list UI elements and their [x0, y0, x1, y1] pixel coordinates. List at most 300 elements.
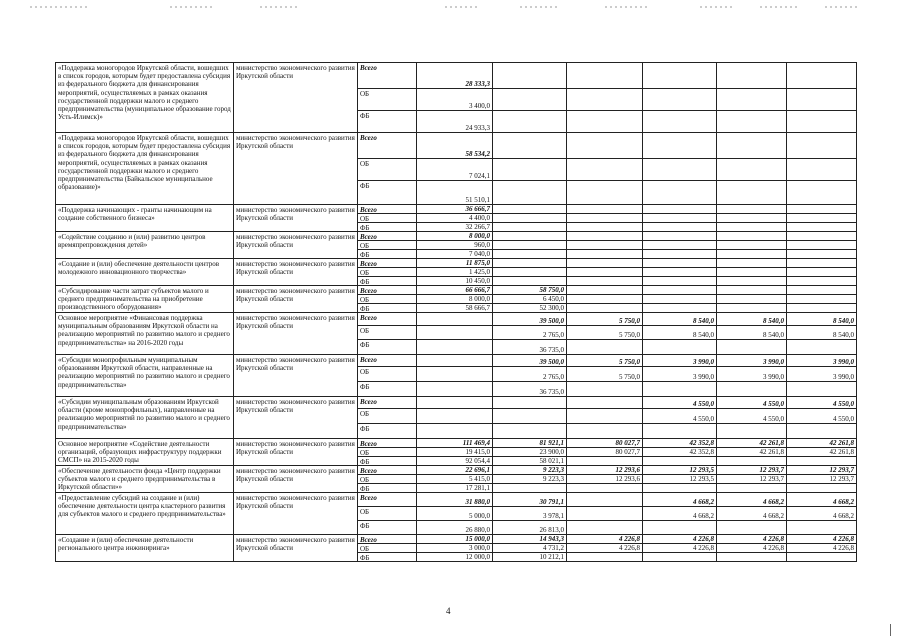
funding-amount-cell: 8 000,0 — [416, 294, 492, 303]
funding-amount-cell — [786, 88, 856, 110]
funding-amount-cell — [492, 231, 566, 240]
responsible-ministry: министерство экономического развития Иркутской области — [233, 492, 357, 534]
funding-amount-cell: 58 021,1 — [492, 456, 566, 465]
responsible-ministry: министерство экономического развития Иркутской области — [233, 438, 357, 465]
funding-amount-cell: 12 293,7 — [716, 465, 786, 474]
funding-amount-cell: 8 540,0 — [642, 325, 716, 339]
funding-amount-cell: 42 261,8 — [716, 447, 786, 456]
funding-amount-cell: 36 666,7 — [416, 204, 492, 213]
funding-source-label: ФБ — [357, 276, 416, 285]
program-item-name: «Поддержка моногородов Иркутской области, вошедших в список городов, которым будет предоставлена субсидия из федерального бюджета для финансирования мероприятий, осуществляемых в рамках оказания государственной поддержки малого и среднего предпринимательства (Байкальское муниципальное образование)» — [55, 132, 233, 204]
funding-amount-cell — [566, 492, 642, 506]
responsible-ministry: министерство экономического развития Иркутской области — [233, 285, 357, 312]
funding-source-label: ФБ — [357, 303, 416, 312]
funding-amount-cell: 4 550,0 — [642, 408, 716, 423]
funding-amount-cell: 4 550,0 — [642, 396, 716, 408]
scan-corner-mark — [890, 624, 891, 636]
funding-amount-cell — [716, 483, 786, 492]
program-item-name: Основное мероприятие «Содействие деятельности организаций, образующих инфраструктуру поддержки СМСП» на 2015-2020 годы — [55, 438, 233, 465]
funding-amount-cell: 3 990,0 — [642, 366, 716, 381]
funding-source-label: ОБ — [357, 158, 416, 180]
funding-amount-cell — [492, 258, 566, 267]
funding-source-label: ОБ — [357, 474, 416, 483]
program-item-name: «Субсидии муниципальным образованиям Иркутской области (кроме монопрофильных), направленные на реализацию мероприятий по развитию малого и среднего предпринимательства» — [55, 396, 233, 438]
funding-amount-cell — [786, 276, 856, 285]
funding-amount-cell — [566, 267, 642, 276]
funding-amount-cell — [786, 213, 856, 222]
funding-amount-cell: 28 333,3 — [416, 62, 492, 88]
funding-amount-cell: 4 668,2 — [716, 506, 786, 520]
funding-amount-cell: 4 226,8 — [642, 534, 716, 543]
funding-source-label: Всего — [357, 534, 416, 543]
responsible-ministry: министерство экономического развития Иркутской области — [233, 312, 357, 354]
responsible-ministry: министерство экономического развития Иркутской области — [233, 204, 357, 231]
funding-amount-cell: 5 750,0 — [566, 312, 642, 325]
funding-amount-cell — [492, 62, 566, 88]
funding-amount-cell: 8 540,0 — [786, 325, 856, 339]
funding-amount-cell — [716, 88, 786, 110]
responsible-ministry: министерство экономического развития Иркутской области — [233, 258, 357, 285]
funding-amount-cell: 4 226,8 — [566, 543, 642, 552]
funding-amount-cell — [492, 483, 566, 492]
funding-amount-cell: 22 696,1 — [416, 465, 492, 474]
funding-amount-cell — [642, 231, 716, 240]
funding-amount-cell — [786, 520, 856, 534]
funding-amount-cell — [416, 381, 492, 396]
funding-amount-cell — [492, 110, 566, 132]
funding-source-label: ОБ — [357, 213, 416, 222]
funding-amount-cell: 3 990,0 — [716, 354, 786, 366]
funding-amount-cell: 80 027,7 — [566, 447, 642, 456]
funding-amount-cell: 4 550,0 — [786, 408, 856, 423]
funding-amount-cell: 14 943,3 — [492, 534, 566, 543]
funding-amount-cell — [566, 483, 642, 492]
funding-amount-cell: 4 226,8 — [786, 534, 856, 543]
funding-source-label: Всего — [357, 285, 416, 294]
funding-amount-cell — [492, 204, 566, 213]
funding-amount-cell: 111 469,4 — [416, 438, 492, 447]
funding-amount-cell — [786, 381, 856, 396]
funding-amount-cell: 26 880,0 — [416, 520, 492, 534]
funding-source-label: ОБ — [357, 88, 416, 110]
funding-amount-cell: 19 415,0 — [416, 447, 492, 456]
funding-amount-cell: 7 024,1 — [416, 158, 492, 180]
funding-amount-cell — [716, 423, 786, 438]
funding-amount-cell — [642, 339, 716, 354]
funding-amount-cell — [566, 240, 642, 249]
funding-amount-cell — [786, 267, 856, 276]
funding-amount-cell — [716, 110, 786, 132]
funding-amount-cell — [786, 231, 856, 240]
funding-amount-cell — [786, 180, 856, 204]
funding-amount-cell: 11 875,0 — [416, 258, 492, 267]
funding-amount-cell: 3 990,0 — [642, 354, 716, 366]
funding-amount-cell — [642, 180, 716, 204]
funding-amount-cell: 42 261,8 — [786, 447, 856, 456]
table-bottom-border — [55, 561, 857, 562]
funding-amount-cell — [786, 456, 856, 465]
funding-amount-cell — [566, 506, 642, 520]
funding-source-label: ОБ — [357, 267, 416, 276]
funding-amount-cell — [416, 366, 492, 381]
page-number: 4 — [446, 606, 451, 616]
funding-amount-cell: 92 054,4 — [416, 456, 492, 465]
funding-amount-cell — [642, 249, 716, 258]
funding-amount-cell: 8 000,0 — [416, 231, 492, 240]
funding-amount-cell — [642, 381, 716, 396]
funding-amount-cell — [492, 396, 566, 408]
funding-amount-cell — [716, 158, 786, 180]
funding-amount-cell: 15 000,0 — [416, 534, 492, 543]
responsible-ministry: министерство экономического развития Иркутской области — [233, 354, 357, 396]
funding-amount-cell — [566, 110, 642, 132]
funding-amount-cell — [642, 62, 716, 88]
funding-amount-cell: 39 500,0 — [492, 354, 566, 366]
funding-amount-cell — [492, 222, 566, 231]
funding-amount-cell: 17 281,1 — [416, 483, 492, 492]
funding-amount-cell — [786, 483, 856, 492]
program-item-name: «Создание и (или) обеспечение деятельности регионального центра инжиниринга» — [55, 534, 233, 561]
funding-amount-cell: 12 000,0 — [416, 552, 492, 561]
program-item-name: «Поддержка начинающих - гранты начинающим на создание собственного бизнеса» — [55, 204, 233, 231]
funding-amount-cell — [786, 303, 856, 312]
funding-amount-cell — [566, 158, 642, 180]
funding-amount-cell: 9 223,3 — [492, 465, 566, 474]
funding-amount-cell — [492, 213, 566, 222]
table-right-border — [856, 62, 857, 562]
funding-amount-cell — [642, 132, 716, 158]
funding-amount-cell: 42 352,8 — [642, 438, 716, 447]
funding-amount-cell — [566, 88, 642, 110]
funding-amount-cell: 4 226,8 — [716, 543, 786, 552]
funding-amount-cell — [716, 276, 786, 285]
funding-amount-cell: 5 750,0 — [566, 354, 642, 366]
funding-amount-cell: 4 668,2 — [786, 506, 856, 520]
funding-amount-cell: 8 540,0 — [716, 325, 786, 339]
funding-amount-cell: 32 266,7 — [416, 222, 492, 231]
funding-amount-cell — [566, 213, 642, 222]
responsible-ministry: министерство экономического развития Иркутской области — [233, 465, 357, 492]
funding-amount-cell — [716, 213, 786, 222]
funding-amount-cell: 3 990,0 — [786, 354, 856, 366]
funding-source-label: ФБ — [357, 552, 416, 561]
funding-source-label: ФБ — [357, 381, 416, 396]
funding-amount-cell: 2 765,0 — [492, 366, 566, 381]
funding-amount-cell — [786, 222, 856, 231]
funding-amount-cell: 3 990,0 — [786, 366, 856, 381]
funding-amount-cell — [642, 423, 716, 438]
funding-amount-cell — [492, 240, 566, 249]
program-item-name: «Создание и (или) обеспечение деятельности центров молодежного инновационного творчества» — [55, 258, 233, 285]
funding-amount-cell: 4 668,2 — [642, 506, 716, 520]
funding-amount-cell: 4 400,0 — [416, 213, 492, 222]
funding-amount-cell: 52 300,0 — [492, 303, 566, 312]
funding-amount-cell — [716, 456, 786, 465]
funding-amount-cell — [786, 204, 856, 213]
funding-amount-cell: 80 027,7 — [566, 438, 642, 447]
funding-amount-cell — [716, 552, 786, 561]
funding-amount-cell — [716, 204, 786, 213]
funding-amount-cell — [416, 408, 492, 423]
funding-amount-cell — [566, 396, 642, 408]
responsible-ministry: министерство экономического развития Иркутской области — [233, 132, 357, 204]
funding-amount-cell: 8 540,0 — [716, 312, 786, 325]
funding-amount-cell — [492, 180, 566, 204]
funding-amount-cell: 4 550,0 — [716, 396, 786, 408]
funding-amount-cell — [786, 132, 856, 158]
funding-amount-cell — [492, 88, 566, 110]
funding-amount-cell — [492, 132, 566, 158]
funding-amount-cell — [492, 276, 566, 285]
funding-source-label: Всего — [357, 231, 416, 240]
funding-amount-cell — [416, 423, 492, 438]
funding-amount-cell — [716, 62, 786, 88]
funding-amount-cell: 3 400,0 — [416, 88, 492, 110]
funding-amount-cell — [786, 423, 856, 438]
funding-amount-cell — [416, 312, 492, 325]
funding-amount-cell: 58 534,2 — [416, 132, 492, 158]
funding-amount-cell: 3 000,0 — [416, 543, 492, 552]
funding-amount-cell — [566, 294, 642, 303]
funding-amount-cell: 8 540,0 — [642, 312, 716, 325]
funding-amount-cell — [566, 423, 642, 438]
funding-amount-cell: 12 293,6 — [566, 474, 642, 483]
funding-amount-cell — [566, 552, 642, 561]
funding-amount-cell — [716, 258, 786, 267]
funding-amount-cell: 5 000,0 — [416, 506, 492, 520]
funding-amount-cell: 4 226,8 — [786, 543, 856, 552]
funding-amount-cell: 12 293,7 — [716, 474, 786, 483]
funding-source-label: ФБ — [357, 483, 416, 492]
funding-amount-cell — [566, 204, 642, 213]
funding-amount-cell: 24 933,3 — [416, 110, 492, 132]
funding-amount-cell: 42 261,8 — [716, 438, 786, 447]
funding-amount-cell: 12 293,5 — [642, 474, 716, 483]
funding-source-label: ФБ — [357, 520, 416, 534]
funding-amount-cell — [566, 408, 642, 423]
funding-amount-cell — [786, 240, 856, 249]
responsible-ministry: министерство экономического развития Иркутской области — [233, 534, 357, 561]
funding-amount-cell — [566, 62, 642, 88]
funding-amount-cell: 4 668,2 — [716, 492, 786, 506]
funding-amount-cell — [786, 62, 856, 88]
program-item-name: «Субсидии монопрофильным муниципальным образованиям Иркутской области, направленные на реализацию мероприятий по развитию малого и среднего предпринимательства» — [55, 354, 233, 396]
funding-amount-cell: 960,0 — [416, 240, 492, 249]
funding-amount-cell — [716, 520, 786, 534]
funding-amount-cell — [716, 249, 786, 258]
funding-amount-cell — [566, 132, 642, 158]
funding-amount-cell: 5 750,0 — [566, 325, 642, 339]
funding-source-label: Всего — [357, 132, 416, 158]
funding-amount-cell — [642, 552, 716, 561]
funding-amount-cell — [716, 285, 786, 294]
funding-amount-cell — [786, 552, 856, 561]
funding-amount-cell: 3 978,1 — [492, 506, 566, 520]
funding-amount-cell — [492, 408, 566, 423]
funding-amount-cell: 36 735,0 — [492, 381, 566, 396]
funding-source-label: ФБ — [357, 110, 416, 132]
funding-amount-cell: 5 750,0 — [566, 366, 642, 381]
funding-amount-cell — [492, 158, 566, 180]
funding-amount-cell: 4 668,2 — [642, 492, 716, 506]
funding-amount-cell — [716, 180, 786, 204]
program-item-name: «Предоставление субсидий на создание и (или) обеспечение деятельности центра кластерного развития для субъектов малого и среднего предпринимательства» — [55, 492, 233, 534]
funding-amount-cell: 42 352,8 — [642, 447, 716, 456]
funding-source-label: ОБ — [357, 294, 416, 303]
funding-amount-cell: 4 226,8 — [716, 534, 786, 543]
funding-amount-cell: 5 415,0 — [416, 474, 492, 483]
funding-source-label: ФБ — [357, 339, 416, 354]
funding-source-label: Всего — [357, 438, 416, 447]
funding-source-label: ФБ — [357, 249, 416, 258]
funding-amount-cell — [716, 303, 786, 312]
funding-source-label: ОБ — [357, 325, 416, 339]
funding-amount-cell — [566, 339, 642, 354]
funding-amount-cell: 4 550,0 — [786, 396, 856, 408]
program-item-name: «Субсидирование части затрат субъектов малого и среднего предпринимательства на приобретение производственного оборудования» — [55, 285, 233, 312]
funding-amount-cell — [716, 240, 786, 249]
funding-amount-cell — [642, 88, 716, 110]
funding-amount-cell: 4 550,0 — [716, 408, 786, 423]
funding-source-label: ФБ — [357, 423, 416, 438]
funding-amount-cell: 4 668,2 — [786, 492, 856, 506]
funding-amount-cell — [642, 456, 716, 465]
program-item-name: «Поддержка моногородов Иркутской области, вошедших в список городов, которым будет предоставлена субсидия из федерального бюджета для финансирования мероприятий, осуществляемых в рамках оказания государственной поддержки малого и среднего предпринимательства (муниципальное образование город Усть-Илимск)» — [55, 62, 233, 132]
funding-amount-cell — [416, 396, 492, 408]
funding-amount-cell — [492, 249, 566, 258]
funding-source-label: Всего — [357, 396, 416, 408]
funding-amount-cell: 66 666,7 — [416, 285, 492, 294]
funding-amount-cell: 36 735,0 — [492, 339, 566, 354]
funding-amount-cell: 31 880,0 — [416, 492, 492, 506]
funding-source-label: ФБ — [357, 456, 416, 465]
funding-amount-cell — [716, 132, 786, 158]
funding-amount-cell: 3 990,0 — [716, 366, 786, 381]
funding-amount-cell — [566, 180, 642, 204]
funding-source-label: ФБ — [357, 222, 416, 231]
funding-amount-cell — [786, 294, 856, 303]
funding-source-label: Всего — [357, 312, 416, 325]
funding-source-label: Всего — [357, 62, 416, 88]
funding-amount-cell — [642, 204, 716, 213]
program-item-name: Основное мероприятие «Финансовая поддержка муниципальным образованиям Иркутской области на реализацию мероприятий по развитию малого и среднего предпринимательства» на 2016-2020 годы — [55, 312, 233, 354]
funding-source-label: ОБ — [357, 366, 416, 381]
responsible-ministry: министерство экономического развития Иркутской области — [233, 231, 357, 258]
funding-amount-cell — [716, 267, 786, 276]
funding-amount-cell — [492, 423, 566, 438]
funding-amount-cell: 9 223,3 — [492, 474, 566, 483]
funding-amount-cell — [566, 303, 642, 312]
funding-source-label: Всего — [357, 465, 416, 474]
funding-amount-cell — [642, 276, 716, 285]
funding-amount-cell — [642, 213, 716, 222]
funding-amount-cell: 1 425,0 — [416, 267, 492, 276]
funding-amount-cell: 4 226,8 — [566, 534, 642, 543]
funding-amount-cell: 58 666,7 — [416, 303, 492, 312]
funding-amount-cell — [642, 483, 716, 492]
funding-amount-cell: 23 900,0 — [492, 447, 566, 456]
funding-amount-cell: 26 813,0 — [492, 520, 566, 534]
responsible-ministry: министерство экономического развития Иркутской области — [233, 62, 357, 132]
funding-amount-cell: 51 510,1 — [416, 180, 492, 204]
funding-amount-cell: 2 765,0 — [492, 325, 566, 339]
funding-source-label: ОБ — [357, 506, 416, 520]
funding-amount-cell — [642, 267, 716, 276]
funding-amount-cell — [566, 285, 642, 294]
funding-amount-cell: 81 921,1 — [492, 438, 566, 447]
funding-amount-cell — [416, 339, 492, 354]
funding-amount-cell — [566, 258, 642, 267]
funding-source-label: Всего — [357, 258, 416, 267]
funding-amount-cell — [566, 276, 642, 285]
funding-source-label: ОБ — [357, 240, 416, 249]
funding-amount-cell — [566, 381, 642, 396]
funding-amount-cell — [566, 222, 642, 231]
funding-amount-cell: 8 540,0 — [786, 312, 856, 325]
funding-source-label: Всего — [357, 204, 416, 213]
funding-amount-cell: 30 791,1 — [492, 492, 566, 506]
funding-amount-cell: 10 450,0 — [416, 276, 492, 285]
funding-amount-cell — [716, 294, 786, 303]
funding-amount-cell: 12 293,7 — [786, 474, 856, 483]
funding-amount-cell: 10 212,1 — [492, 552, 566, 561]
funding-amount-cell — [566, 249, 642, 258]
funding-amount-cell — [492, 267, 566, 276]
funding-amount-cell: 12 293,5 — [642, 465, 716, 474]
funding-amount-cell — [642, 303, 716, 312]
funding-amount-cell: 39 500,0 — [492, 312, 566, 325]
funding-amount-cell — [786, 249, 856, 258]
funding-amount-cell — [786, 258, 856, 267]
funding-amount-cell — [786, 285, 856, 294]
funding-amount-cell — [642, 110, 716, 132]
funding-amount-cell — [642, 285, 716, 294]
funding-amount-cell — [642, 258, 716, 267]
funding-source-label: ОБ — [357, 447, 416, 456]
responsible-ministry: министерство экономического развития Иркутской области — [233, 396, 357, 438]
funding-amount-cell — [642, 222, 716, 231]
funding-amount-cell — [716, 231, 786, 240]
funding-amount-cell: 6 450,0 — [492, 294, 566, 303]
funding-amount-cell — [416, 325, 492, 339]
funding-amount-cell: 4 731,2 — [492, 543, 566, 552]
program-item-name: «Содействие созданию и (или) развитию центров времяпрепровождения детей» — [55, 231, 233, 258]
funding-amount-cell: 4 226,8 — [642, 543, 716, 552]
funding-source-label: Всего — [357, 492, 416, 506]
funding-amount-cell — [642, 294, 716, 303]
funding-amount-cell: 7 040,0 — [416, 249, 492, 258]
funding-source-label: ОБ — [357, 408, 416, 423]
funding-amount-cell: 58 750,0 — [492, 285, 566, 294]
funding-amount-cell: 12 293,7 — [786, 465, 856, 474]
funding-amount-cell: 12 293,6 — [566, 465, 642, 474]
funding-amount-cell — [642, 520, 716, 534]
funding-amount-cell — [786, 158, 856, 180]
funding-amount-cell — [716, 381, 786, 396]
program-item-name: «Обеспечение деятельности фонда «Центр поддержки субъектов малого и среднего предпринимательства в Иркутской области»» — [55, 465, 233, 492]
funding-source-label: ОБ — [357, 543, 416, 552]
funding-amount-cell — [642, 240, 716, 249]
funding-source-label: ФБ — [357, 180, 416, 204]
funding-amount-cell — [566, 520, 642, 534]
funding-amount-cell — [786, 339, 856, 354]
funding-amount-cell: 42 261,8 — [786, 438, 856, 447]
funding-amount-cell — [566, 231, 642, 240]
funding-amount-cell — [566, 456, 642, 465]
funding-amount-cell — [716, 339, 786, 354]
funding-amount-cell — [716, 222, 786, 231]
funding-amount-cell — [786, 110, 856, 132]
